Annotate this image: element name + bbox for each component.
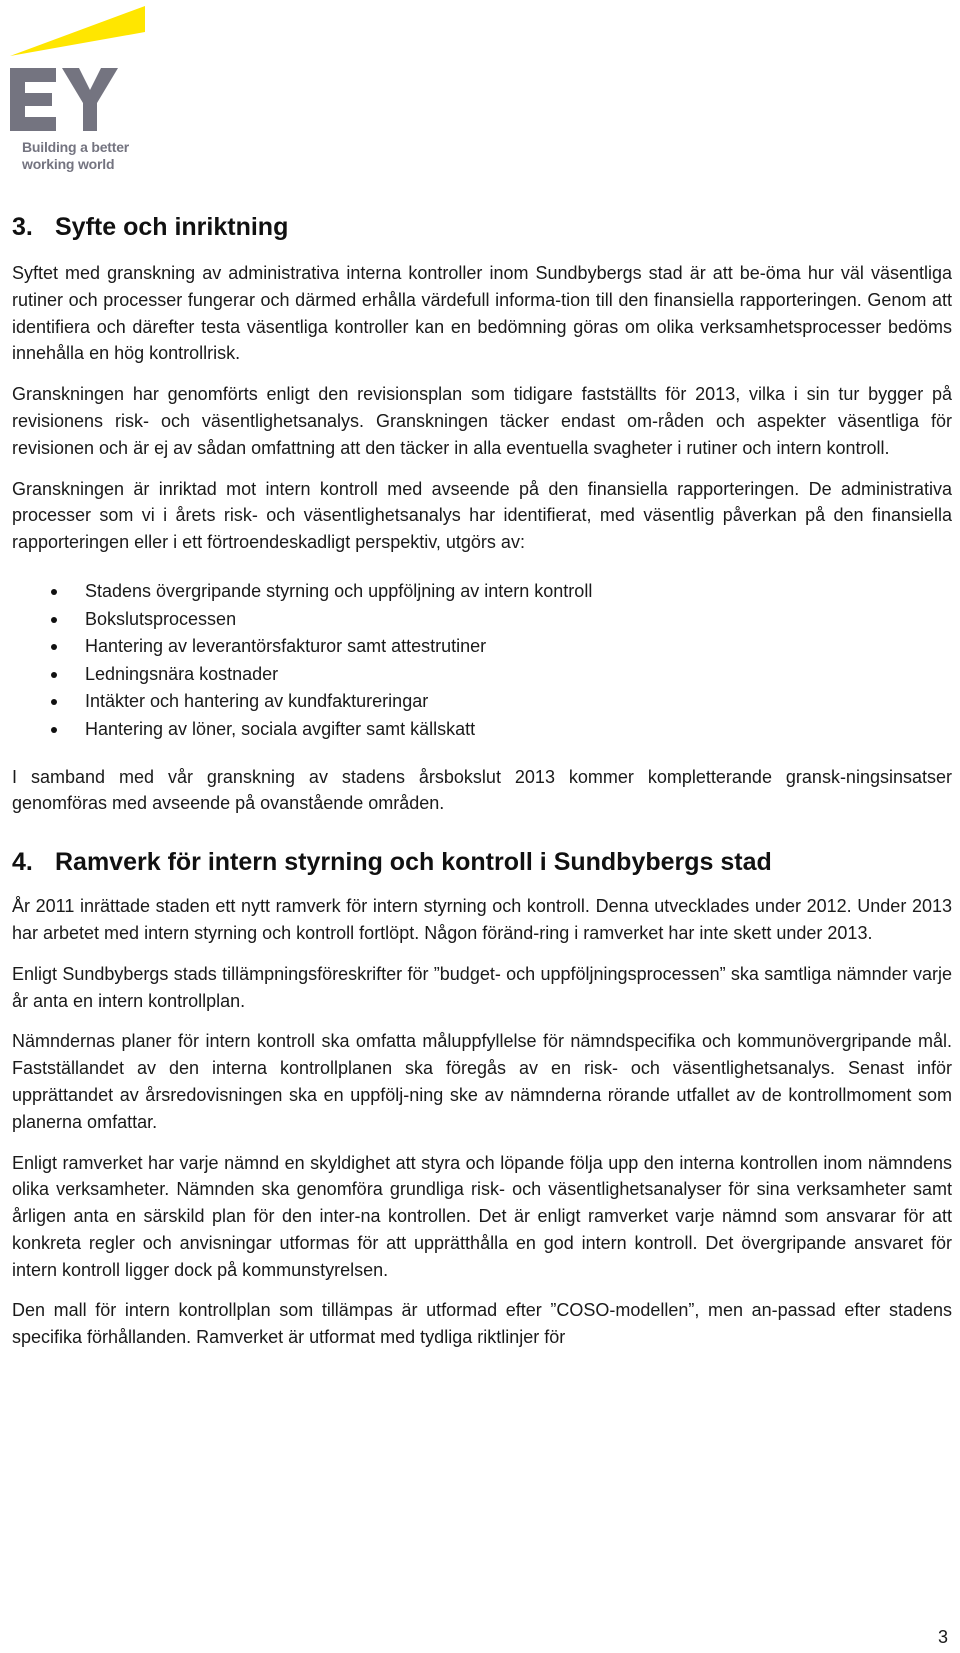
process-list	[12, 578, 952, 744]
section-4-title: Ramverk för intern styrning och kontroll i Sundbybergs stad	[55, 848, 772, 877]
list-item: Hantering av löner, sociala avgifter samt källskatt	[12, 716, 952, 744]
section-4-paragraph-2: Enligt Sundbybergs stads tillämpningsföreskrifter för ”budget- och uppföljningsprocessen” ska samtliga nämnder varje år anta en intern kontrollplan.	[12, 963, 952, 1011]
section-3-heading	[12, 212, 952, 242]
section-4-paragraph-1: År 2011 inrättade staden ett nytt ramverk för intern styrning och kontroll. Denna utvecklades under 2012. Under 2013 har arbetet med intern styrning och kontroll fortlöpt. Någon föränd-ring i ramverket har inte skett under 2013.	[12, 896, 952, 943]
page-number: 3	[937, 1627, 948, 1647]
section-4-heading	[12, 847, 952, 877]
section-3-title: Syfte och inriktning	[55, 213, 289, 241]
section-4-paragraph-3: Nämndernas planer för intern kontroll ska omfatta måluppfyllelse för nämndspecifika och kommunövergripande mål. Fastställandet av den interna kontrollplanen ska föregås av en risk- och väsentlighetsanalys. Senast inför upprättandet av årsredovisningen ska en uppfölj-ning ske av nämnderna rörande utfallet av de kontrollmoment som planerna omfattar.	[12, 1031, 952, 1132]
tagline-line-1: Building a better	[22, 139, 130, 155]
ey-logo-mark	[10, 6, 160, 136]
section-4-number: 4.	[12, 848, 33, 877]
section-4-paragraph-4: Enligt ramverket har varje nämnd en skyldighet att styra och löpande följa upp den interna kontrollen inom nämndens olika verksamheter. Nämnden ska genomföra grundliga risk- och väsentlighetsanalyser för sina verksamheter samt årligen anta en särskild plan för den inter-na kontrollen. Det är enligt ramverket varje nämnd som ansvarar för att konkreta regler och anvisningar utformas för att upprätthålla en god intern kontroll. Det övergripande ansvaret för intern kontroll ligger dock på kommunstyrelsen.	[12, 1152, 952, 1280]
list-item: Bokslutsprocessen	[12, 606, 952, 634]
list-item: Ledningsnära kostnader	[12, 661, 952, 689]
section-3-paragraph-3: Granskningen är inriktad mot intern kontroll med avseende på den finansiella rapporteringen. De administrativa processer som vi i årets risk- och väsentlighetsanalys har identifierat, med väsentlig påverkan på den finansiella rapporteringen eller i ett förtroendeskadligt perspektiv, utgörs av:	[12, 478, 952, 553]
section-4-paragraph-5: Den mall för intern kontrollplan som tillämpas är utformad efter ”COSO-modellen”, men an-passad efter stadens specifika förhållanden. Ramverket är utformat med tydliga riktlinjer för	[12, 1300, 952, 1348]
list-item: Intäkter och hantering av kundfaktureringar	[12, 688, 952, 716]
document-body	[12, 212, 952, 1365]
tagline-line-2: working world	[22, 156, 115, 172]
section-3-paragraph-2: Granskningen har genomförts enligt den revisionsplan som tidigare fastställts för 2013, vilka i sin tur bygger på revisionens risk- och väsentlighetsanalys. Granskningen täcker endast om-råden och aspekter väsentliga för revisionen och är ej av sådan omfattning att den täcker in alla eventuella svagheter i rutiner och intern kontroll.	[12, 384, 952, 458]
ey-tagline	[22, 139, 129, 173]
section-3-paragraph-4: I samband med vår granskning av stadens årsbokslut 2013 kommer kompletterande gransk-ningsinsatser genomföras med avseende på ovanstående områden.	[12, 766, 952, 814]
ey-logo	[10, 6, 160, 176]
section-3-paragraph-1: Syftet med granskning av administrativa interna kontroller inom Sundbybergs stad är att be-öma hur väl väsentliga rutiner och processer fungerar och därmed erhålla värdefull informa-tion till den finansiella rapporteringen. Genom att identifiera och därefter testa väsentliga kontroller kan en bedömning göras om olika verksamhetsprocesser bedöms innehålla en hög kontrollrisk.	[12, 263, 952, 364]
list-item: Stadens övergripande styrning och uppföljning av intern kontroll	[12, 578, 952, 606]
list-item: Hantering av leverantörsfakturor samt attestrutiner	[12, 633, 952, 661]
section-3-number: 3.	[12, 213, 33, 241]
